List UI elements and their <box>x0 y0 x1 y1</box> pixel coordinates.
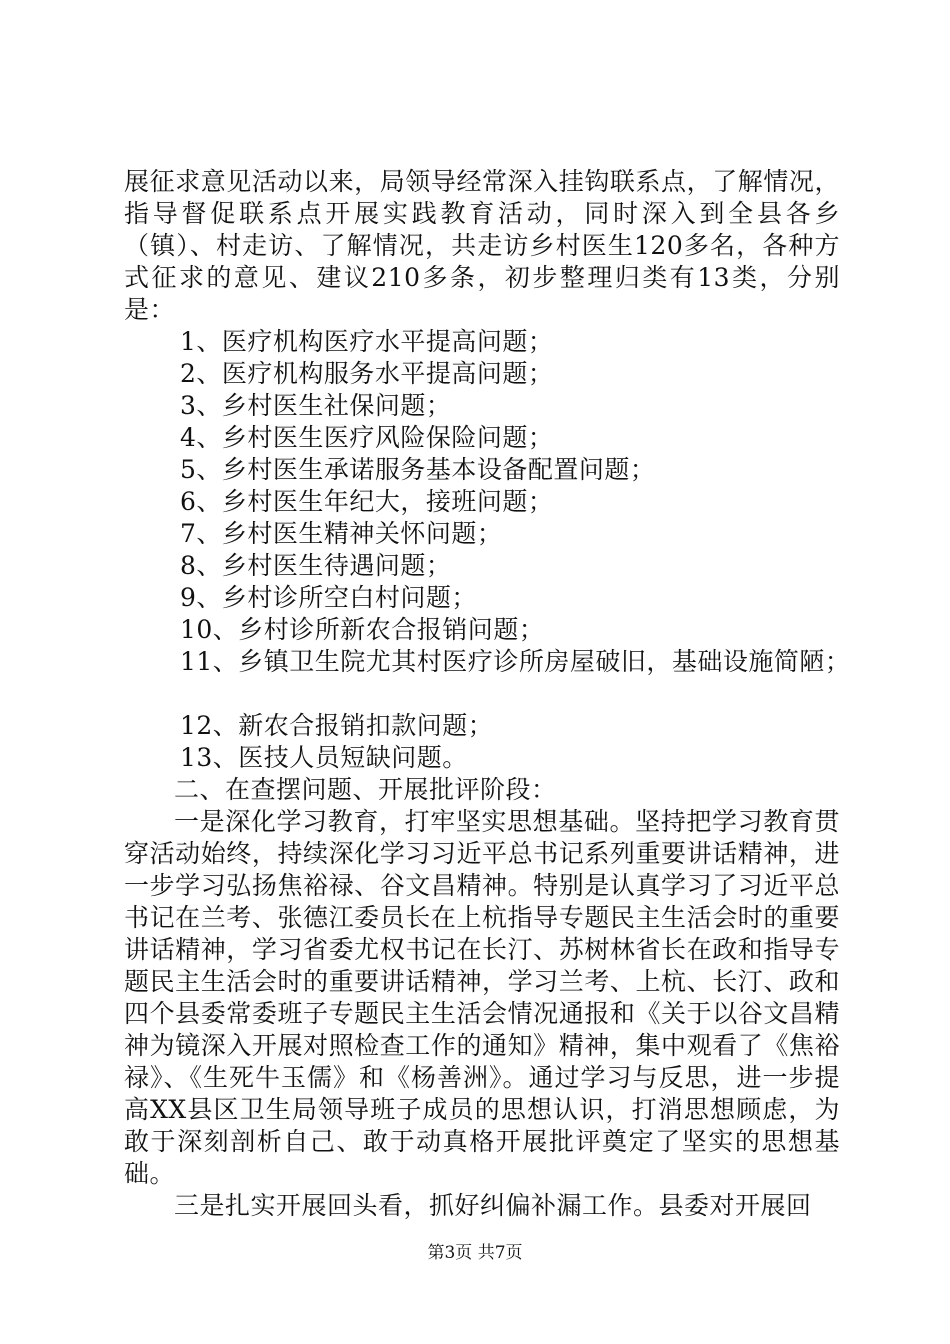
section-heading: 二、在查摆问题、开展批评阶段： <box>174 775 557 804</box>
paragraph-one: 一是深化学习教育，打牢坚实思想基础。坚持把学习教育贯穿活动始终，持续深化学习习近平总书记系列重要讲话精神，进一步学习弘扬焦裕禄、谷文昌精神。特别是认真学习了习近平总书记在兰考、张德江委员长在上杭指导专题民主生活会时的重要讲话精神，学习省委尤权书记在长汀、苏树林省长在政和指导专题民主生活会时的重要讲话精神，学习兰考、上杭、长汀、政和四个县委常委班子专题民主生活会情况通报和《关于以谷文昌精神为镜深入开展对照检查工作的通知》精神，集中观看了《焦裕禄》、《生死牛玉儒》和《杨善洲》。通过学习与反思，进一步提高XX县区卫生局领导班子成员的思想认识，打消思想顾虑，为敢于深刻剖析自己、敢于动真格开展批评奠定了坚实的思想基础。 <box>124 807 840 1188</box>
list-item: 6、乡村医生年纪大，接班问题； <box>180 487 554 516</box>
page-number: 第3页 共7页 <box>427 1243 523 1263</box>
list-item: 4、乡村医生医疗风险保险问题； <box>180 423 554 452</box>
list-item: 8、乡村医生待遇问题； <box>180 551 452 580</box>
list-item: 2、医疗机构服务水平提高问题； <box>180 359 554 388</box>
list-item: 10、乡村诊所新农合报销问题； <box>180 615 545 644</box>
list-item: 9、乡村诊所空白村问题； <box>180 583 477 612</box>
issue-list <box>124 326 851 774</box>
document-body <box>124 166 851 1222</box>
list-item: 5、乡村医生承诺服务基本设备配置问题； <box>180 455 656 484</box>
opening-paragraph: 展征求意见活动以来，局领导经常深入挂钩联系点，了解情况，指导督促联系点开展实践教育活动，同时深入到全县各乡（镇）、村走访、了解情况，共走访乡村医生120多名，各种方式征求的意见、建议210多条，初步整理归类有13类，分别是： <box>124 167 840 324</box>
list-item: 12、新农合报销扣款问题； <box>180 711 494 740</box>
paragraph-three: 三是扎实开展回头看，抓好纠偏补漏工作。县委对开展回 <box>174 1191 812 1220</box>
list-item: 13、医技人员短缺问题。 <box>180 743 468 772</box>
list-item: 7、乡村医生精神关怀问题； <box>180 519 503 548</box>
list-item: 11、乡镇卫生院尤其村医疗诊所房屋破旧，基础设施简陋； <box>180 647 851 676</box>
list-item: 1、医疗机构医疗水平提高问题； <box>180 327 554 356</box>
list-item: 3、乡村医生社保问题； <box>180 391 452 420</box>
page-footer <box>0 1243 950 1263</box>
